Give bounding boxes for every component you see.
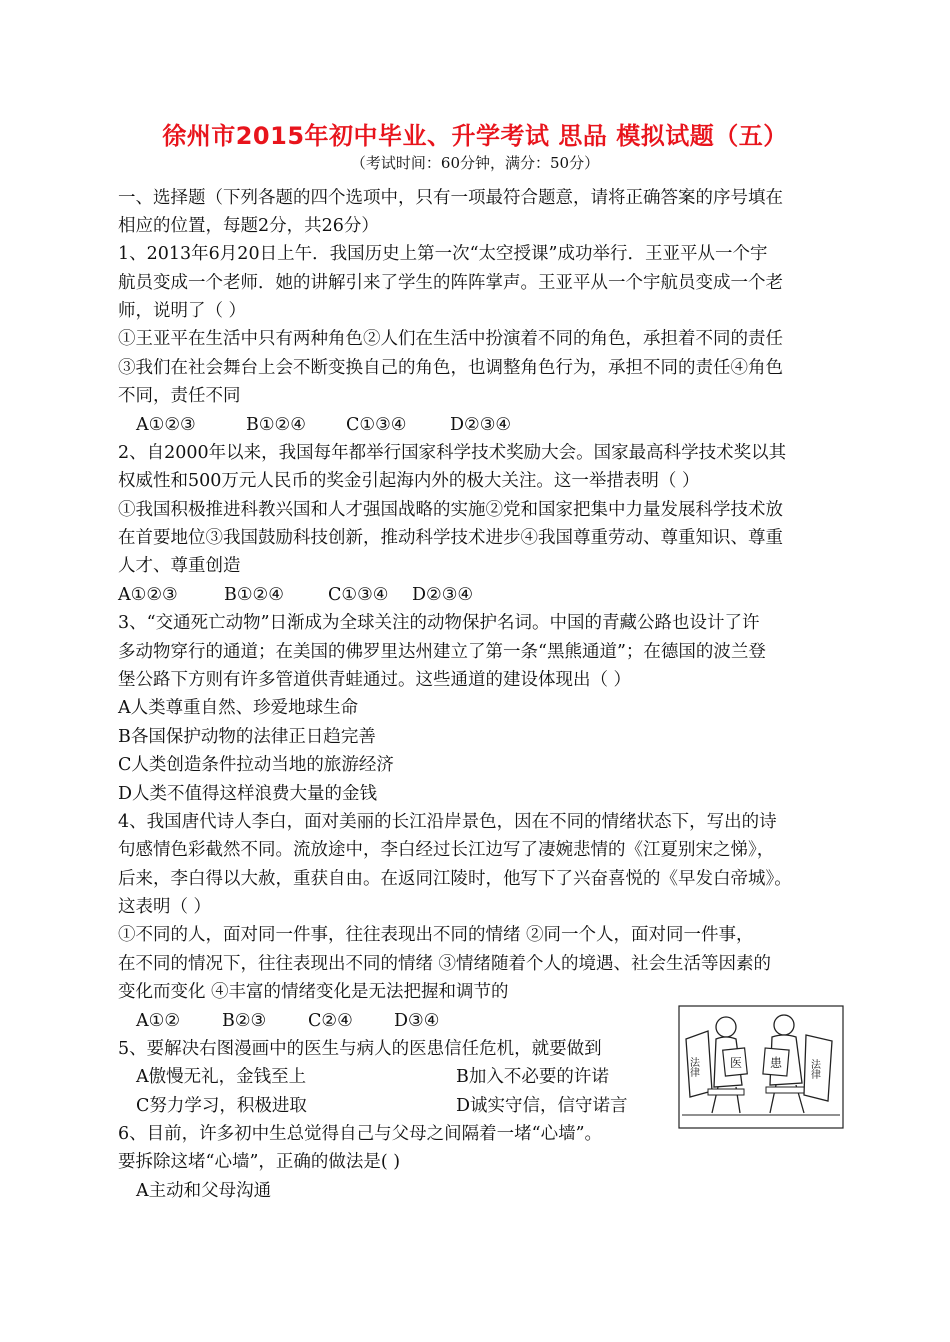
section-instruction-cont: 相应的位置，每题2分，共26分） [118,216,379,236]
q1-option-c: C①③④ [346,415,407,435]
q1-option-b: B①②④ [246,415,306,435]
q4-options [136,1009,439,1033]
q2-options [118,583,473,607]
q1-statements: ①王亚平在生活中只有两种角色②人们在生活中扮演着不同的角色，承担着不同的责任 [118,329,783,349]
q6-option-a: A主动和父母沟通 [136,1181,272,1201]
doctor-label: 医 [730,1056,743,1070]
q2-statements: 人才、尊重创造 [118,556,241,576]
patient-label: 患 [770,1056,783,1070]
q1-stem: 师，说明了（ ） [118,301,247,321]
q6-stem: 要拆除这堵“心墙”，正确的做法是( ) [118,1152,401,1172]
q4-stem: 这表明（ ） [118,897,212,917]
q5-option-c: C努力学习，积极进取 [136,1096,307,1116]
q2-statements: 在首要地位③我国鼓励科技创新，推动科学技术进步④我国尊重劳动、尊重知识、尊重 [118,528,783,548]
right-paper [804,1035,832,1101]
q4-statements: 变化而变化 ④丰富的情绪变化是无法把握和调节的 [118,982,509,1002]
q2-option-c: C①③④ [328,585,389,605]
left-paper-label: 法律 [687,1057,699,1077]
q4-option-c: C②④ [308,1011,353,1031]
q1-stem: 1、2013年6月20日上午．我国历史上第一次“太空授课”成功举行．王亚平从一个宇 [118,244,768,264]
q2-stem: 2、自2000年以来，我国每年都举行国家科学技术奖励大会。国家最高科学技术奖以其 [118,443,787,463]
q3-option-c: C人类创造条件拉动当地的旅游经济 [118,755,394,775]
q3-option-a: A人类尊重自然、珍爱地球生命 [118,698,359,718]
q1-option-a: A①②③ [136,415,196,435]
q1-statements: 不同，责任不同 [118,386,241,406]
exam-info: （考试时间：60分钟，满分：50分） [350,154,600,172]
doctor-patient-cartoon [678,1005,844,1129]
q1-option-d: D②③④ [450,415,512,435]
q4-stem: 句感情色彩截然不同。流放途中，李白经过长江边写了凄婉悲情的《江夏别宋之悌》， [118,840,775,860]
q5-options-row1 [136,1065,609,1089]
q2-stem: 权威性和500万元人民币的奖金引起海内外的极大关注。这一举措表明（ ） [118,471,700,491]
q3-stem: 多动物穿行的通道；在美国的佛罗里达州建立了第一条“黑熊通道”；在德国的波兰登 [118,642,766,662]
q4-stem: 4、我国唐代诗人李白，面对美丽的长江沿岸景色，因在不同的情绪状态下，写出的诗 [118,812,777,832]
q3-option-b: B各国保护动物的法律正日趋完善 [118,727,376,747]
q5-stem: 5、要解决右图漫画中的医生与病人的医患信任危机，就要做到 [118,1039,602,1059]
q4-statements: ①不同的人，面对同一件事，往往表现出不同的情绪 ②同一个人，面对同一件事， [118,925,754,945]
q4-statements: 在不同的情况下，往往表现出不同的情绪 ③情绪随着个人的境遇、社会生活等因素的 [118,954,772,974]
left-paper [686,1031,712,1097]
q5-options-row2 [136,1094,628,1118]
q4-option-a: A①② [136,1011,181,1031]
right-paper-label: 法律 [808,1059,820,1079]
q3-option-d: D人类不值得这样浪费大量的金钱 [118,784,378,804]
page-title: 徐州市2015年初中毕业、升学考试 思品 模拟试题（五） [162,122,788,150]
q2-option-d: D②③④ [412,585,474,605]
q2-option-b: B①②④ [224,585,284,605]
q5-option-a: A傲慢无礼，金钱至上 [136,1067,307,1087]
q6-stem: 6、目前，许多初中生总觉得自己与父母之间隔着一堵“心墙”。 [118,1124,603,1144]
q5-option-b: B加入不必要的许诺 [456,1067,609,1087]
q1-options [136,413,511,437]
q4-option-d: D③④ [394,1011,440,1031]
section-instruction: 一、选择题（下列各题的四个选项中，只有一项最符合题意，请将正确答案的序号填在 [118,188,783,208]
q1-stem: 航员变成一个老师．她的讲解引来了学生的阵阵掌声。王亚平从一个宇航员变成一个老 [118,273,783,293]
q4-option-b: B②③ [222,1011,267,1031]
q2-statements: ①我国积极推进科教兴国和人才强国战略的实施②党和国家把集中力量发展科学技术放 [118,500,783,520]
q4-stem: 后来，李白得以大赦，重获自由。在返同江陵时，他写下了兴奋喜悦的《早发白帝城》。 [118,869,792,889]
q5-option-d: D诚实守信，信守诺言 [456,1096,628,1116]
q3-stem: 3、“交通死亡动物”日渐成为全球关注的动物保护名词。中国的青藏公路也设计了许 [118,613,760,633]
q3-stem: 堡公路下方则有许多管道供青蛙通过。这些通道的建设体现出（ ） [118,670,632,690]
q1-statements: ③我们在社会舞台上会不断变换自己的角色，也调整角色行为，承担不同的责任④角色 [118,358,783,378]
q2-option-a: A①②③ [118,585,178,605]
